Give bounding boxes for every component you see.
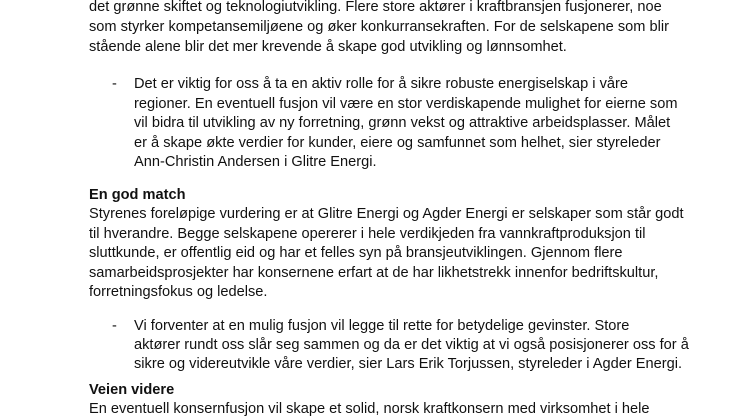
quote-1-line-3: vil bidra til utvikling av ny forretning, grønn vekst og attraktive arbeidsplasser. Målet (134, 115, 671, 131)
intro-line-1: det grønne skiftet og teknologiutvikling. Flere store aktører i kraftbransjen fusjonerer, noe (89, 0, 662, 15)
quote-1-line-2: regioner. En eventuell fusjon vil være en stor verdiskapende mulighet for eierne som (134, 96, 678, 112)
quote-1-dash: - (112, 76, 117, 92)
quote-2-line-2: aktører rundt oss slår seg sammen og da er det viktig at vi også posisjonerer oss for å (134, 337, 689, 353)
quote-2-line-1: Vi forventer at en mulig fusjon vil legge til rette for betydelige gevinster. Store (134, 318, 630, 334)
section-1-line-3: sluttkunde, er offentlig eid og har et felles syn på bransjeutviklingen. Gjennom flere (89, 245, 623, 261)
section-1-line-1: Styrenes foreløpige vurdering er at Glitre Energi og Agder Energi er selskaper som står godt (89, 206, 684, 222)
intro-line-2: som styrker kompetansemiljøene og øker konkurransekraften. For de selskapene som blir (89, 19, 669, 35)
quote-1-line-5: Ann-Christin Andersen i Glitre Energi. (134, 154, 377, 170)
section-heading-way-forward: Veien videre (89, 382, 175, 398)
intro-line-3: stående alene blir det mer krevende å skape god utvikling og lønnsomhet. (89, 39, 567, 55)
quote-2-dash: - (112, 318, 117, 334)
section-1-line-4: samarbeidsprosjekter har konsernene erfart at de har likhetstrekk innenfor bedriftskultur, (89, 265, 659, 281)
quote-1-line-4: er å skape økte verdier for kunder, eiere og samfunnet som helhet, sier styreleder (134, 135, 661, 151)
section-1-line-2: til hverandre. Begge selskapene opererer i hele verdikjeden fra vannkraftproduksjon til (89, 226, 646, 242)
section-1-line-5: forretningsfokus og ledelse. (89, 284, 268, 300)
section-2-line-1: En eventuell konsernfusjon vil skape et solid, norsk kraftkonsern med virksomhet i hele (89, 401, 650, 417)
quote-1-line-1: Det er viktig for oss å ta en aktiv rolle for å sikre robuste energiselskap i våre (134, 76, 628, 92)
section-heading-good-match: En god match (89, 187, 186, 203)
quote-2-line-3: sikre og videreutvikle våre verdier, sier Lars Erik Torjussen, styreleder i Agder Energi. (134, 356, 683, 372)
